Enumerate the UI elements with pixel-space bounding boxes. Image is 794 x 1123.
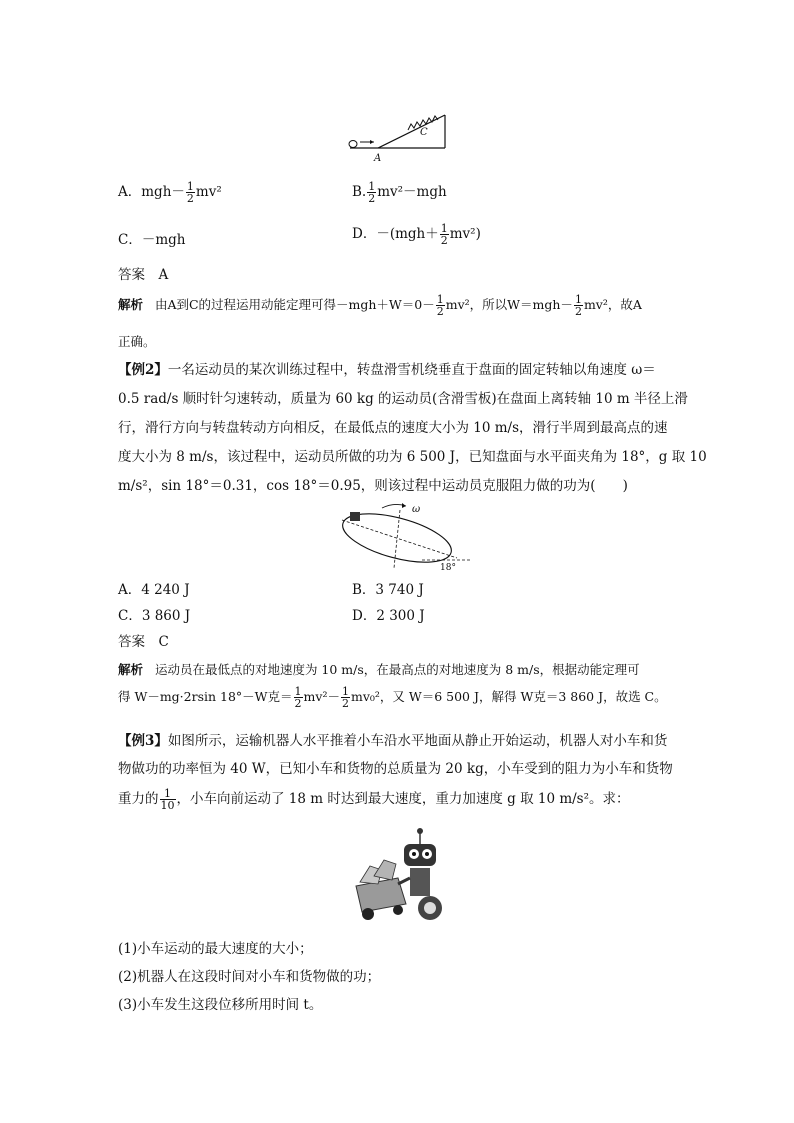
robot-cart-figure [348,826,448,926]
ex2-option-c: C．3 860 J [118,608,191,624]
disc-figure [322,500,472,572]
ex3-line3: 重力的 $\frac{1}{10}$ ，小车向前运动了 18 m 时达到最大速度，重力加速度 g 取 10 m/s²。求： [118,787,630,812]
angle-label: 18° [440,563,456,572]
ex2-answer: 答案 C [118,634,169,650]
ex3-line1: 【例3】如图所示，运输机器人水平推着小车沿水平地面从静止开始运动，机器人对小车和货 [118,733,668,749]
ex1-option-b: B. $\frac{1}{2}$ mv²－mgh [352,180,447,205]
ex2-analysis-cont: 得 W－mg·2rsin 18°－W克＝ $\frac{1}{2}$ mv²－ $\frac{1}{2}$ mv₀²，又 W＝6 500 J，解得 W克＝3 860 J，故选 C。 [118,685,667,710]
ex1-option-a: A．mgh－ $\frac{1}{2}$ mv² [118,180,222,205]
ex1-option-c: C．－mgh [118,232,186,248]
incline-figure [340,110,460,165]
ex1-analysis: 解析 由A到C的过程运用动能定理可得－mgh＋W＝0－ $\frac{1}{2}$ mv²，所以W＝mgh－ $\frac{1}{2}$ mv²，故A [118,293,642,318]
ex3-line2: 物做功的功率恒为 40 W，已知小车和货物的总质量为 20 kg，小车受到的阻力为小车和货物 [118,761,673,777]
ex3-question-1: (1)小车运动的最大速度的大小； [118,941,313,957]
ex2-option-b: B．3 740 J [352,582,424,598]
ex2-line3: 行，滑行方向与转盘转动方向相反，在最低点的速度大小为 10 m/s，滑行半周到最高点的速 [118,420,668,436]
ex2-option-d: D．2 300 J [352,608,425,624]
ex2-option-a: A．4 240 J [118,582,190,598]
ex3-question-2: (2)机器人在这段时间对小车和货物做的功； [118,969,381,985]
ex2-line1: 【例2】一名运动员的某次训练过程中，转盘滑雪机绕垂直于盘面的固定转轴以角速度 ω＝ [118,362,656,378]
ex2-analysis: 解析 运动员在最低点的对地速度为 10 m/s，在最高点的对地速度为 8 m/s，根据动能定理可 [118,662,640,677]
omega-label: ω [412,504,421,515]
ex1-answer: 答案 A [118,267,169,283]
label-C: C [420,127,428,138]
ex2-line5: m/s²，sin 18°＝0.31，cos 18°＝0.95，则该过程中运动员克服阻力做的功为( ) [118,478,628,494]
ex1-option-d: D．－(mgh＋ $\frac{1}{2}$ mv²) [352,222,481,247]
label-A: A [374,153,382,164]
ex2-line4: 度大小为 8 m/s，该过程中，运动员所做的功为 6 500 J，已知盘面与水平面夹角为 18°，g 取 10 [118,449,707,465]
ex3-question-3: (3)小车发生这段位移所用时间 t。 [118,997,323,1013]
ex2-line2: 0.5 rad/s 顺时针匀速转动，质量为 60 kg 的运动员(含滑雪板)在盘面上离转轴 10 m 半径上滑 [118,391,688,407]
ex1-analysis-cont: 正确。 [118,334,156,349]
